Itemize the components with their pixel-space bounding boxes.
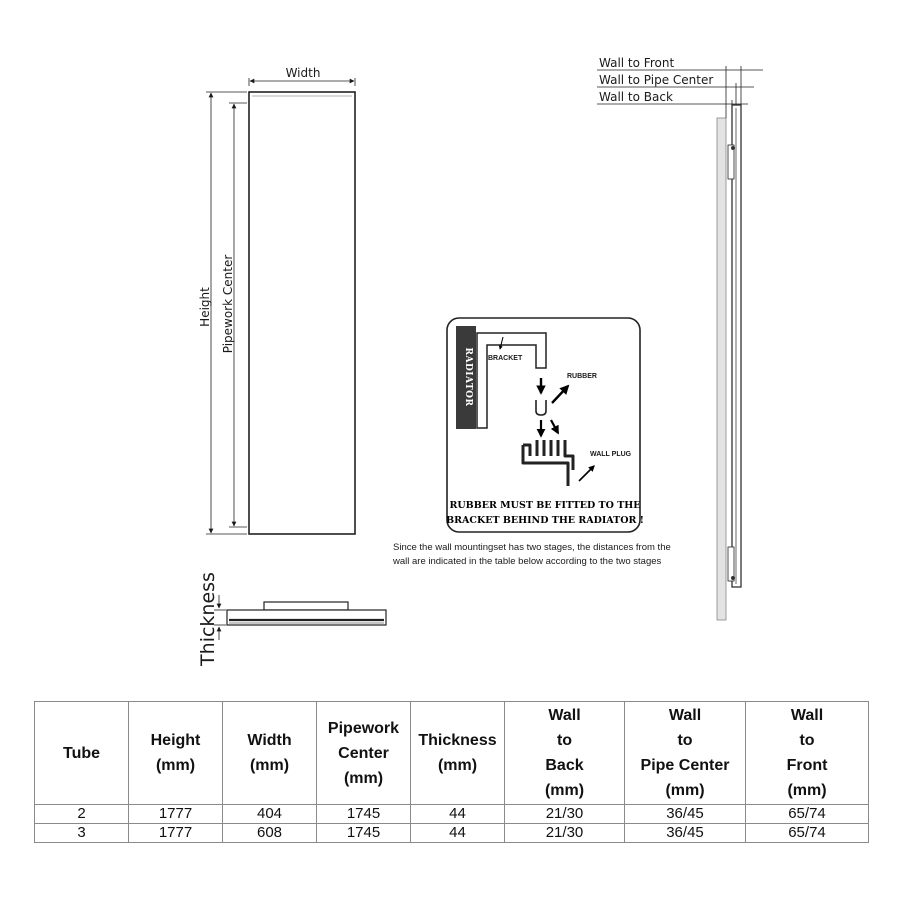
table-cell: 1777: [129, 805, 223, 824]
table-header-wall-to-pipe-center: Wall to Pipe Center (mm): [625, 702, 746, 805]
table-cell: 36/45: [625, 805, 746, 824]
table-cell: 1745: [317, 824, 411, 843]
table-header-height: Height (mm): [129, 702, 223, 805]
table-cell: 44: [411, 824, 505, 843]
radiator-front-panel: [249, 92, 355, 534]
table-cell: 65/74: [746, 805, 869, 824]
table-header-tube: Tube: [35, 702, 129, 805]
pipework-center-label: Pipework Center: [221, 254, 235, 354]
table-cell: 44: [411, 805, 505, 824]
table-cell: 36/45: [625, 824, 746, 843]
note-line-1: Since the wall mountingset has two stages, the distances from the: [393, 542, 671, 553]
table-cell: 608: [223, 824, 317, 843]
width-label: Width: [285, 66, 321, 80]
table-header-wall-to-front: Wall to Front (mm): [746, 702, 869, 805]
bracket-label: BRACKET: [488, 355, 523, 362]
table-header-width: Width (mm): [223, 702, 317, 805]
table-header-wall-to-back: Wall to Back (mm): [505, 702, 625, 805]
rubber-label: RUBBER: [567, 373, 597, 380]
note-line-2: wall are indicated in the table below according to the two stages: [393, 556, 662, 567]
table-cell: 65/74: [746, 824, 869, 843]
table-cell: 3: [35, 824, 129, 843]
spec-table: [34, 701, 869, 843]
top-bracket: [264, 602, 348, 610]
wall-to-back-label: Wall to Back: [599, 90, 673, 104]
wall: [717, 118, 726, 620]
top-view: [197, 572, 386, 667]
table-cell: 404: [223, 805, 317, 824]
warning-line-2: BRACKET BEHIND THE RADIATOR !: [446, 515, 644, 526]
table-cell: 1777: [129, 824, 223, 843]
wall-plug-label: WALL PLUG: [590, 451, 632, 458]
wall-to-front-label: Wall to Front: [599, 56, 675, 70]
table-cell: 21/30: [505, 805, 625, 824]
table-row: [35, 824, 869, 843]
radiator-label: RADIATOR: [463, 347, 473, 407]
wall-to-pipe-center-label: Wall to Pipe Center: [599, 73, 714, 87]
mounting-diagram: [446, 318, 644, 532]
table-cell: 1745: [317, 805, 411, 824]
table-cell: 21/30: [505, 824, 625, 843]
thickness-label: Thickness: [197, 572, 219, 666]
front-view: [198, 66, 355, 534]
table-header-pipework-center: Pipework Center (mm): [317, 702, 411, 805]
table-row: [35, 805, 869, 824]
table-header-thickness: Thickness (mm): [411, 702, 505, 805]
warning-line-1: RUBBER MUST BE FITTED TO THE: [449, 500, 641, 511]
table-cell: 2: [35, 805, 129, 824]
height-label: Height: [198, 287, 212, 327]
table-header-row: [35, 702, 869, 805]
